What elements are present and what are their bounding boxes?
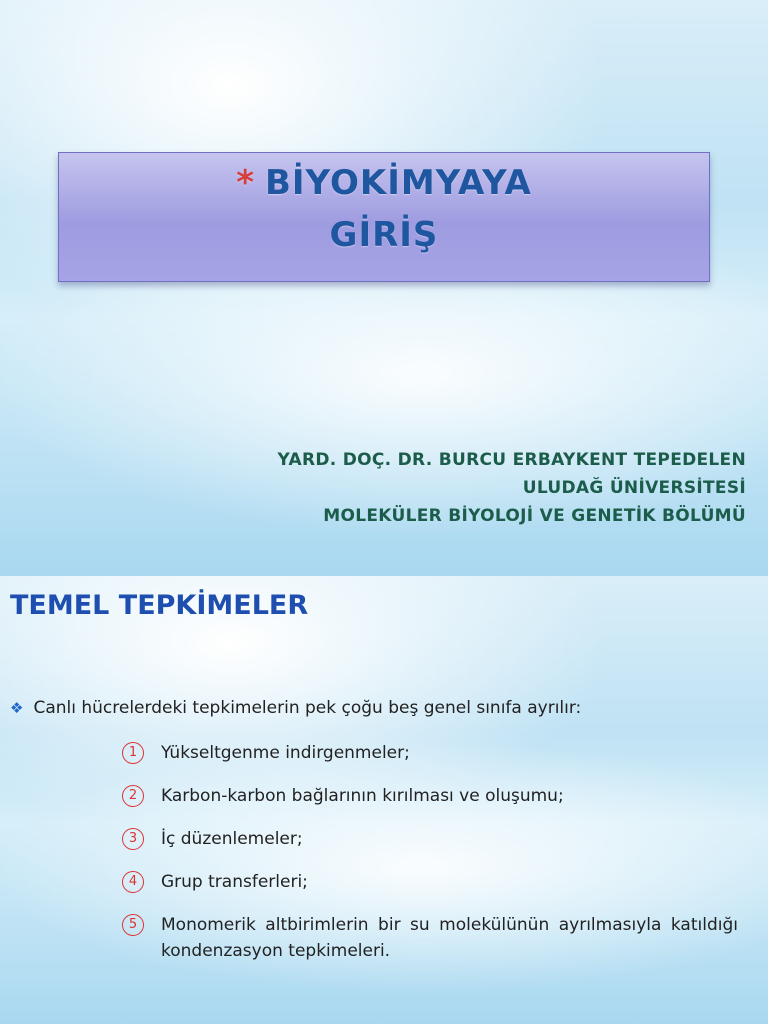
- list-item-text: Yükseltgenme indirgenmeler;: [161, 743, 410, 763]
- circled-number-icon: 3: [122, 828, 144, 850]
- list-item-text: Karbon-karbon bağlarının kırılması ve oluşumu;: [161, 786, 564, 806]
- title-line-2: GİRİŞ: [329, 215, 439, 255]
- list-item: [122, 783, 738, 809]
- title-text-1: BİYOKİMYAYA: [264, 163, 532, 203]
- list-item: [122, 912, 738, 964]
- list-item-text: Grup transferleri;: [161, 872, 308, 892]
- list-item-text: İç düzenlemeler;: [161, 829, 303, 849]
- content-slide: [0, 576, 768, 1024]
- slide-title: TEMEL TEPKİMELER: [10, 590, 309, 621]
- intro-text: Canlı hücrelerdeki tepkimelerin pek çoğu beş genel sınıfa ayrılır:: [33, 698, 582, 718]
- asterisk-icon: *: [236, 163, 255, 203]
- circled-number-icon: 2: [122, 785, 144, 807]
- list-item-text: Monomerik altbirimlerin bir su molekülünün ayrılmasıyla katıldığı kondenzasyon tepkimeleri.: [161, 915, 738, 961]
- circled-number-icon: 5: [122, 914, 144, 936]
- list-item: [122, 869, 738, 895]
- reaction-list: [122, 740, 738, 981]
- author-name: YARD. DOÇ. DR. BURCU ERBAYKENT TEPEDELEN: [277, 450, 746, 470]
- list-item: [122, 740, 738, 766]
- list-item: [122, 826, 738, 852]
- author-block: [278, 446, 746, 530]
- university-name: ULUDAĞ ÜNİVERSİTESİ: [522, 478, 746, 498]
- title-box: [58, 152, 710, 282]
- department-name: MOLEKÜLER BİYOLOJİ VE GENETİK BÖLÜMÜ: [323, 506, 746, 526]
- circled-number-icon: 1: [122, 742, 144, 764]
- intro-bullet: [10, 698, 581, 718]
- circled-number-icon: 4: [122, 871, 144, 893]
- diamond-bullet-icon: ❖: [10, 699, 24, 717]
- title-line-1: [59, 163, 709, 203]
